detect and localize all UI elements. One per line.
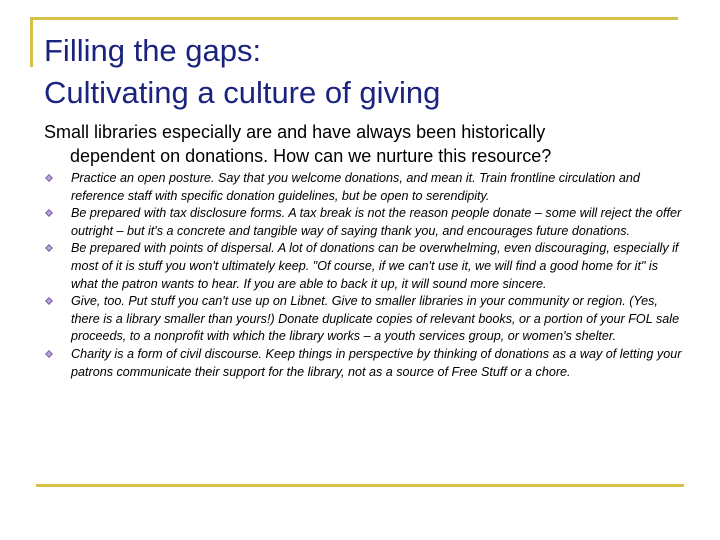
intro-paragraph [44,120,644,168]
intro-line-1: Small libraries especially are and have always been historically [44,122,546,142]
bullet-text: Give, too. Put stuff you can't use up on Libnet. Give to smaller libraries in your community or region. (Yes, there is a library smaller than yours!) Donate duplicate copies of relevant books, or a portion of your FOL sale proceeds, to a nonprofit with which the library works – a youth services group, or women's shelter. [71,294,680,344]
left-accent-rule [30,17,33,67]
bullet-item [44,293,684,346]
bullet-item [44,170,684,205]
bullet-text: Be prepared with points of dispersal. A lot of donations can be overwhelming, even discouraging, especially if most of it is stuff you won't ultimately keep. "Of course, if we can't use it, we will find a good home for it" is what the patron wants to hear. If you are able to back it up, it will sound more sincere. [71,241,679,291]
top-accent-rule [30,17,678,20]
bullet-text: Practice an open posture. Say that you welcome donations, and mean it. Train frontline circulation and reference staff with specific donation guidelines, but be open to serendipity. [71,171,640,203]
diamond-bullet-icon [45,244,53,252]
diamond-bullet-icon [45,297,53,305]
title-line-2: Cultivating a culture of giving [44,75,441,110]
bottom-accent-rule [36,484,684,487]
bullet-item [44,240,684,293]
diamond-bullet-icon [45,174,53,182]
bullet-text: Charity is a form of civil discourse. Keep things in perspective by thinking of donations as a way of letting your patrons communicate their support for the library, not as a source of Free Stuff or a chore. [71,346,682,379]
bullet-text: Be prepared with tax disclosure forms. A tax break is not the reason people donate – some will reject the offer outright – but it's a concrete and tangible way of saying thank you, and encourages future donations. [71,206,682,238]
diamond-bullet-icon [45,350,53,358]
bullet-item [44,346,684,381]
bullet-item [44,205,684,240]
slide-title [44,30,684,114]
title-line-1: Filling the gaps: [44,33,262,68]
diamond-bullet-icon [45,209,53,217]
intro-line-2: dependent on donations. How can we nurture this resource? [70,146,552,166]
bullet-list [44,170,684,381]
